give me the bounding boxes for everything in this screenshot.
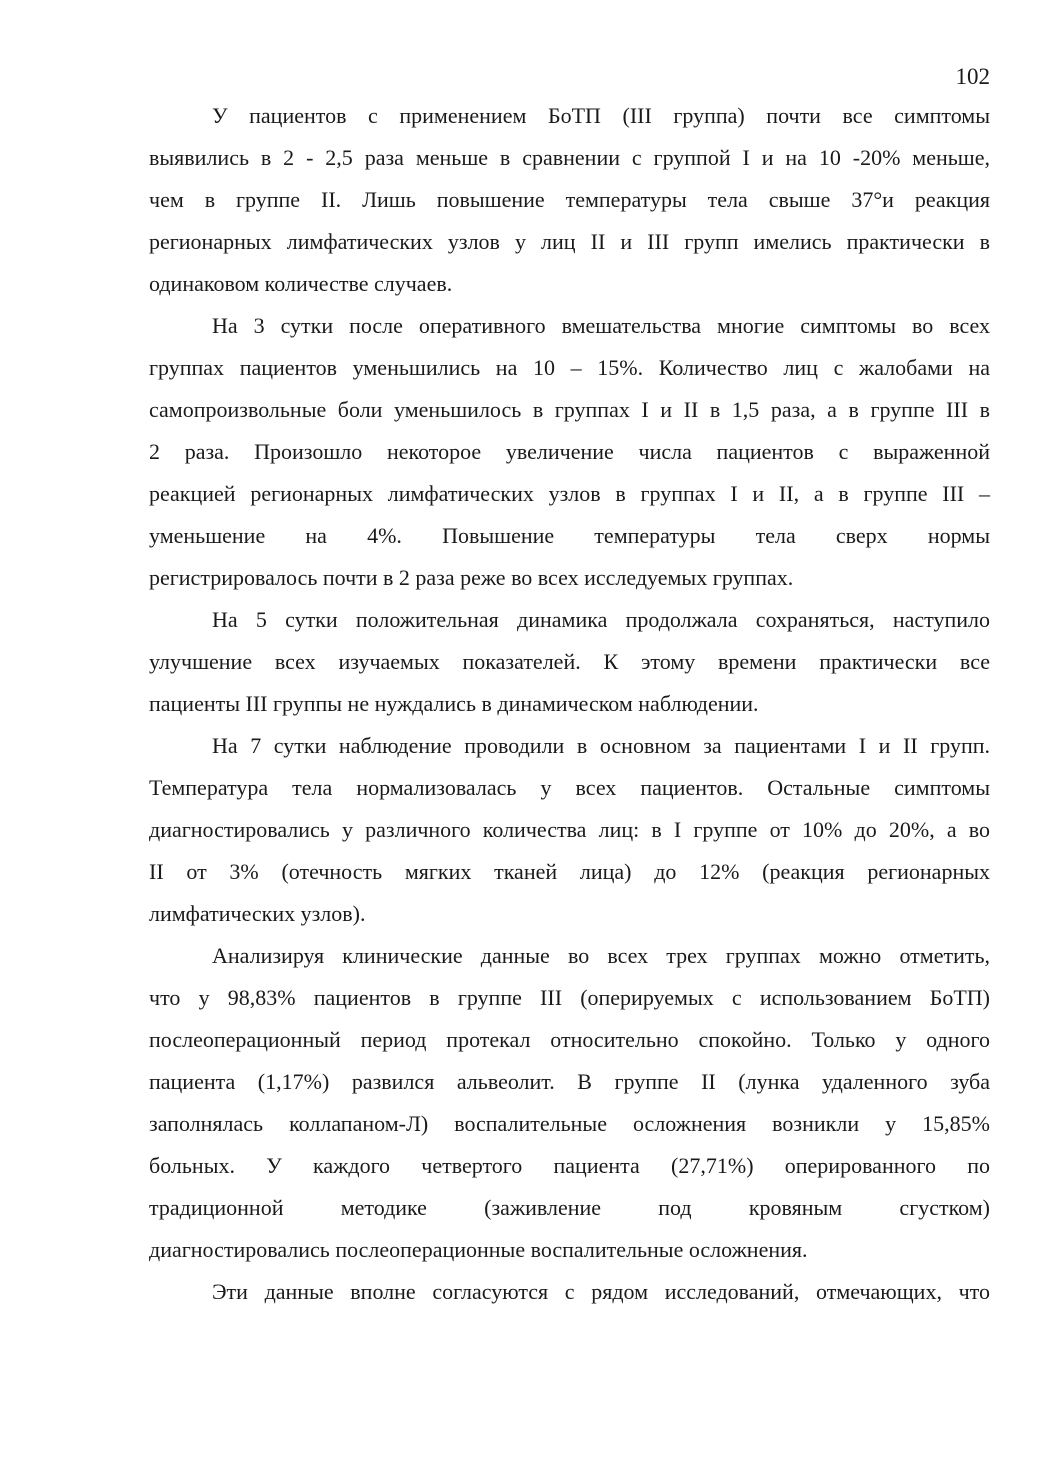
text-line: реакцией регионарных лимфатических узлов в группах I и II, а в группе III –: [149, 481, 990, 506]
text-line: лимфатических узлов).: [149, 901, 366, 926]
text-line: Температура тела нормализовалась у всех пациентов. Остальные симптомы: [149, 775, 990, 800]
text-line: самопроизвольные боли уменьшилось в группах I и II в 1,5 раза, а в группе III в: [149, 397, 990, 422]
text-line: больных. У каждого четвертого пациента (27,71%) оперированного по: [149, 1153, 990, 1178]
text-line: выявились в 2 - 2,5 раза меньше в сравнении с группой I и на 10 -20% меньше,: [149, 145, 990, 170]
text-line: пациента (1,17%) развился альвеолит. В группе II (лунка удаленного зуба: [149, 1069, 990, 1094]
text-line: улучшение всех изучаемых показателей. К этому времени практически все: [149, 649, 990, 674]
text-line: На 5 сутки положительная динамика продолжала сохраняться, наступило: [212, 607, 990, 632]
text-line: регистрировалось почти в 2 раза реже во всех исследуемых группах.: [149, 565, 794, 590]
text-line: У пациентов с применением БоТП (III группа) почти все симптомы: [212, 103, 990, 128]
text-line: что у 98,83% пациентов в группе III (оперируемых с использованием БоТП): [149, 985, 990, 1010]
text-line: диагностировались у различного количества лиц: в I группе от 10% до 20%, а во: [149, 817, 990, 842]
text-line: традиционной методике (заживление под кровяным сгустком): [149, 1195, 990, 1220]
text-line: Эти данные вполне согласуются с рядом исследований, отмечающих, что: [212, 1279, 990, 1304]
text-line: пациенты III группы не нуждались в динамическом наблюдении.: [149, 691, 759, 716]
text-line: заполнялась коллапаном-Л) воспалительные осложнения возникли у 15,85%: [149, 1111, 990, 1136]
text-line: 2 раза. Произошло некоторое увеличение числа пациентов с выраженной: [149, 439, 990, 464]
text-line: диагностировались послеоперационные воспалительные осложнения.: [149, 1237, 808, 1262]
text-line: чем в группе II. Лишь повышение температуры тела свыше 37°и реакция: [149, 187, 990, 212]
text-line: II от 3% (отечность мягких тканей лица) до 12% (реакция регионарных: [149, 859, 990, 884]
text-line: уменьшение на 4%. Повышение температуры тела сверх нормы: [149, 523, 990, 548]
text-line: На 3 сутки после оперативного вмешательства многие симптомы во всех: [212, 313, 990, 338]
text-line: одинаковом количестве случаев.: [149, 271, 453, 296]
text-line: Анализируя клинические данные во всех трех группах можно отметить,: [212, 943, 990, 968]
page-number: 102: [955, 64, 990, 89]
text-line: группах пациентов уменьшились на 10 – 15%. Количество лиц с жалобами на: [149, 355, 990, 380]
body-text: [149, 95, 990, 1313]
text-line: послеоперационный период протекал относительно спокойно. Только у одного: [149, 1027, 990, 1052]
text-line: На 7 сутки наблюдение проводили в основном за пациентами I и II групп.: [212, 733, 990, 758]
text-line: регионарных лимфатических узлов у лиц II и III групп имелись практически в: [149, 229, 990, 254]
